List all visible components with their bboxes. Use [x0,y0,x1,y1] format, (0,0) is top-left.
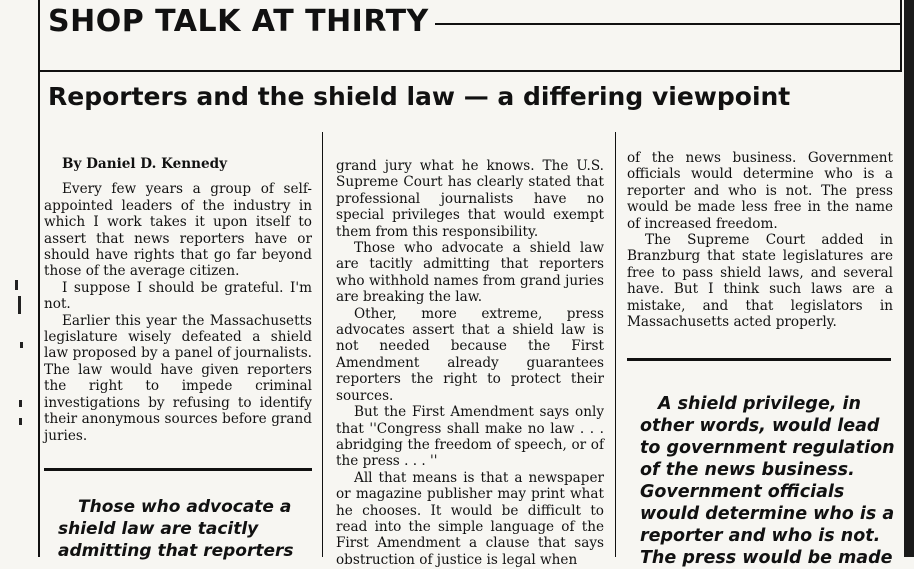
paragraph: I suppose I should be grateful. I'm not. [44,279,312,313]
article-column-1 [44,156,312,444]
margin-mark [20,342,23,348]
column-separator-2 [615,132,616,557]
pullquote-right [640,393,898,569]
paragraph: of the news business. Government officials would determine who is a reporter and who is not. The press would be made less free in the name of increased freedom. [627,150,893,232]
pullquote-rule-left [44,468,312,471]
right-edge-shadow [904,0,914,557]
pullquote-text: A shield privilege, in other words, would lead to government regulation of the news business. Government officials would determine who is a reporter and who is not. The press would be made [640,394,895,568]
pullquote-text: Those who advocate a shield law are tacitly admitting that reporters [58,497,294,561]
article-column-2 [336,158,604,568]
header-rule [435,23,901,25]
paragraph: Every few years a group of self-appointed leaders of the industry in which I work takes it upon itself to assert that news reporters have or should have rights that go far beyond those of the average citizen. [44,181,312,280]
paragraph: The Supreme Court added in Branzburg that state legislatures are free to pass shield laws, and several have. But I think such laws are a mistake, and that legislators in Massachusetts acted properly. [627,232,893,331]
paragraph: But the First Amendment says only that ''Congress shall make no law . . . abridging the freedom of speech, or of the press . . . '' [336,404,604,470]
paragraph: Those who advocate a shield law are tacitly admitting that reporters who withhold names from grand juries are breaking the law. [336,240,604,306]
column-separator-1 [322,132,323,557]
margin-mark [15,280,18,290]
pullquote-rule-right [627,358,891,361]
margin-mark [19,400,22,407]
margin-mark [18,296,21,314]
paragraph: All that means is that a newspaper or magazine publisher may print what he chooses. It would be difficult to read into the simple language of the First Amendment a clause that says obstruction of justice is legal when [336,469,604,568]
headline: Reporters and the shield law — a differing viewpoint [48,82,791,111]
article-column-3 [627,150,893,330]
header-bottom-rule [40,70,902,72]
paragraph: Earlier this year the Massachusetts legislature wisely defeated a shield law proposed by a panel of journalists. The law would have given reporters the right to impede criminal investigations by refusing to identify their anonymous sources before grand juries. [44,312,312,444]
margin-mark [19,418,22,425]
paragraph: Other, more extreme, press advocates assert that a shield law is not needed because the First Amendment already guarantees reporters the right to protect their sources. [336,305,604,404]
section-header: SHOP TALK AT THIRTY [48,4,429,39]
left-border-rule [38,0,40,557]
paragraph: grand jury what he knows. The U.S. Supreme Court has clearly stated that professional journalists have no special privileges that would exempt them from this responsibility. [336,158,604,240]
right-border-rule [900,0,902,70]
byline: By Daniel D. Kennedy [62,156,228,172]
pullquote-left [58,496,308,562]
